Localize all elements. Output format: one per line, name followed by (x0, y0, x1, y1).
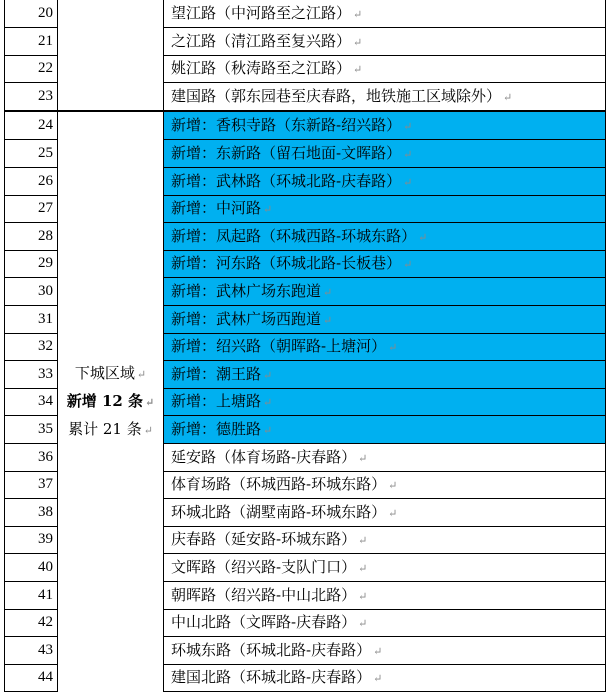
road-name-cell (163, 140, 606, 167)
row-divider (4, 55, 58, 56)
row-divider (4, 195, 58, 196)
paragraph-mark-icon: ↵ (358, 452, 368, 465)
table-row (0, 83, 606, 110)
road-name: 文晖路（绍兴路-支队门口） (171, 558, 357, 576)
road-name: 新增：河东路（环城北路-长板巷） (171, 254, 402, 272)
road-name: 之江路（清江路至复兴路） (171, 32, 352, 50)
district-total-count: 累计 21 条 (68, 420, 142, 438)
row-divider (4, 27, 58, 28)
row-number: 34 (4, 388, 58, 415)
row-divider (4, 82, 58, 83)
row-number: 28 (4, 223, 58, 250)
road-name-cell (163, 526, 606, 553)
section-divider (4, 110, 606, 112)
row-divider (163, 195, 606, 196)
row-number: 32 (4, 333, 58, 360)
row-divider (163, 333, 606, 334)
row-number: 21 (4, 28, 58, 55)
road-name-cell (163, 112, 606, 139)
road-name: 新增：潮王路 (171, 365, 262, 383)
table-row (0, 195, 606, 222)
paragraph-mark-icon: ↵ (418, 231, 428, 244)
road-name-cell (163, 416, 606, 443)
road-name-cell (163, 306, 606, 333)
paragraph-mark-icon: ↵ (358, 590, 368, 603)
paragraph-mark-icon: ↵ (353, 36, 363, 49)
row-divider (4, 415, 58, 416)
road-name: 环城北路（湖墅南路-环城东路） (171, 503, 387, 521)
row-divider (4, 443, 58, 444)
row-divider (163, 250, 606, 251)
road-name-cell (163, 28, 606, 55)
table-row (0, 664, 606, 691)
row-number: 23 (4, 83, 58, 110)
road-name-cell (163, 609, 606, 636)
table-row (0, 444, 606, 471)
road-name: 新增：东新路（留石地面-文晖路） (171, 144, 402, 162)
row-number: 40 (4, 554, 58, 581)
row-number: 26 (4, 168, 58, 195)
paragraph-mark-icon: ↵ (403, 258, 413, 271)
row-number: 42 (4, 609, 58, 636)
row-divider (163, 167, 606, 168)
row-divider (163, 305, 606, 306)
row-divider (163, 498, 606, 499)
paragraph-mark-icon: ↵ (136, 368, 147, 381)
road-name-cell (163, 250, 606, 277)
paragraph-mark-icon: ↵ (353, 63, 363, 76)
table-row (0, 333, 606, 360)
paragraph-mark-icon: ↵ (403, 120, 413, 133)
road-name: 新增：绍兴路（朝晖路-上塘河） (171, 337, 387, 355)
road-name: 新增：香积寺路（东新路-绍兴路） (171, 116, 402, 134)
row-number: 35 (4, 416, 58, 443)
row-divider (4, 333, 58, 334)
road-name-cell (163, 55, 606, 82)
paragraph-mark-icon: ↵ (358, 617, 368, 630)
row-divider (163, 443, 606, 444)
paragraph-mark-icon: ↵ (403, 148, 413, 161)
road-name-cell (163, 333, 606, 360)
paragraph-mark-icon: ↵ (373, 672, 383, 685)
table-row (0, 637, 606, 664)
paragraph-mark-icon: ↵ (353, 8, 363, 21)
table-row (0, 250, 606, 277)
row-divider (163, 277, 606, 278)
row-divider (163, 664, 606, 665)
row-divider (4, 609, 58, 610)
road-name-cell (163, 83, 606, 110)
row-number: 36 (4, 444, 58, 471)
road-name: 建国北路（环城北路-庆春路） (171, 668, 372, 686)
road-name-cell (163, 637, 606, 664)
row-divider (163, 609, 606, 610)
row-divider (163, 55, 606, 56)
table-row (0, 112, 606, 139)
district-name: 下城区域 (74, 364, 135, 382)
road-name: 新增：凤起路（环城西路-环城东路） (171, 227, 417, 245)
paragraph-mark-icon: ↵ (323, 314, 333, 327)
road-name-cell (163, 223, 606, 250)
road-name-cell (163, 664, 606, 691)
road-name: 体育场路（环城西路-环城东路） (171, 475, 387, 493)
row-divider (4, 222, 58, 223)
road-name-cell (163, 388, 606, 415)
road-name: 建国路（郭东园巷至庆春路，地铁施工区域除外） (171, 87, 502, 105)
road-name: 新增：上塘路 (171, 392, 262, 410)
row-number: 27 (4, 195, 58, 222)
road-name: 新增：武林广场西跑道 (171, 310, 322, 328)
paragraph-mark-icon: ↵ (388, 479, 398, 492)
table-row (0, 223, 606, 250)
row-divider (4, 553, 58, 554)
paragraph-mark-icon: ↵ (263, 203, 273, 216)
table-row (0, 499, 606, 526)
table-row (0, 582, 606, 609)
road-name: 望江路（中河路至之江路） (171, 4, 352, 22)
paragraph-mark-icon: ↵ (323, 286, 333, 299)
table-left-border (4, 0, 5, 691)
row-number: 41 (4, 582, 58, 609)
row-divider (163, 471, 606, 472)
row-number: 25 (4, 140, 58, 167)
paragraph-mark-icon: ↵ (503, 91, 513, 104)
row-divider (4, 636, 58, 637)
row-divider (4, 664, 58, 665)
road-name-cell (163, 168, 606, 195)
road-name: 延安路（体育场路-庆春路） (171, 448, 357, 466)
row-number: 39 (4, 526, 58, 553)
row-number: 37 (4, 471, 58, 498)
road-name: 新增：德胜路 (171, 420, 262, 438)
row-number: 20 (4, 0, 58, 27)
row-divider (163, 636, 606, 637)
paragraph-mark-icon: ↵ (403, 176, 413, 189)
road-name-cell (163, 0, 606, 27)
road-name: 中山北路（文晖路-庆春路） (171, 613, 357, 631)
row-divider (4, 250, 58, 251)
row-divider (163, 222, 606, 223)
road-name: 新增：中河路 (171, 199, 262, 217)
row-divider (4, 277, 58, 278)
paragraph-mark-icon: ↵ (388, 341, 398, 354)
row-divider (4, 305, 58, 306)
row-number: 30 (4, 278, 58, 305)
row-divider (4, 471, 58, 472)
row-number: 22 (4, 55, 58, 82)
row-divider (163, 82, 606, 83)
row-divider (4, 167, 58, 168)
row-number: 33 (4, 361, 58, 388)
table-row (0, 168, 606, 195)
road-name: 新增：武林广场东跑道 (171, 282, 322, 300)
row-divider (163, 388, 606, 389)
row-number: 44 (4, 664, 58, 691)
row-divider (163, 360, 606, 361)
table-row (0, 278, 606, 305)
paragraph-mark-icon: ↵ (358, 562, 368, 575)
row-number: 29 (4, 250, 58, 277)
row-divider (163, 27, 606, 28)
district-added-count: 新增 12 条 (66, 392, 144, 410)
table-row (0, 55, 606, 82)
row-divider (4, 388, 58, 389)
row-number: 43 (4, 637, 58, 664)
road-name: 庆春路（延安路-环城东路） (171, 530, 357, 548)
paragraph-mark-icon: ↵ (263, 369, 273, 382)
district-cell (58, 360, 163, 440)
row-divider (4, 360, 58, 361)
row-divider (163, 553, 606, 554)
row-number: 24 (4, 112, 58, 139)
paragraph-mark-icon: ↵ (388, 507, 398, 520)
row-divider (163, 415, 606, 416)
table-row (0, 306, 606, 333)
road-name: 环城东路（环城北路-庆春路） (171, 641, 372, 659)
table-row (0, 526, 606, 553)
table-row (0, 609, 606, 636)
road-name-cell (163, 444, 606, 471)
paragraph-mark-icon: ↵ (263, 396, 273, 409)
road-name-cell (163, 471, 606, 498)
row-divider (163, 526, 606, 527)
road-name-cell (163, 554, 606, 581)
row-divider (4, 581, 58, 582)
paragraph-mark-icon: ↵ (263, 424, 273, 437)
road-name-cell (163, 195, 606, 222)
paragraph-mark-icon: ↵ (145, 396, 155, 409)
table-row (0, 28, 606, 55)
row-divider (4, 139, 58, 140)
road-name-cell (163, 499, 606, 526)
table-row (0, 140, 606, 167)
paragraph-mark-icon: ↵ (373, 645, 383, 658)
road-name: 姚江路（秋涛路至之江路） (171, 59, 352, 77)
table-row (0, 471, 606, 498)
paragraph-mark-icon: ↵ (143, 424, 153, 437)
road-name-cell (163, 582, 606, 609)
paragraph-mark-icon: ↵ (358, 534, 368, 547)
table-row (0, 554, 606, 581)
table-row (0, 0, 606, 27)
row-divider (4, 498, 58, 499)
road-name-cell (163, 278, 606, 305)
row-number: 31 (4, 306, 58, 333)
row-number: 38 (4, 499, 58, 526)
road-name: 朝晖路（绍兴路-中山北路） (171, 586, 357, 604)
row-divider (4, 526, 58, 527)
row-divider (163, 139, 606, 140)
row-divider (163, 581, 606, 582)
road-name-cell (163, 361, 606, 388)
road-name: 新增：武林路（环城北路-庆春路） (171, 172, 402, 190)
